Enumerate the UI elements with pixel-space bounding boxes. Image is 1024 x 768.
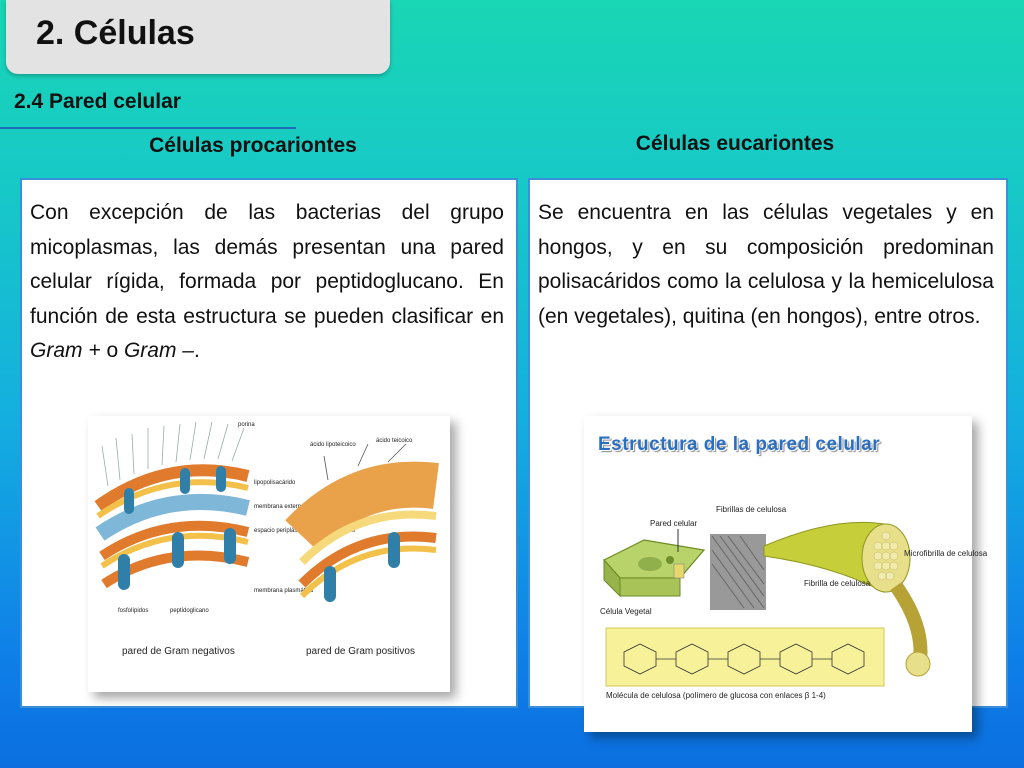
text-procariontes [30,196,504,369]
label-pared-celular: Pared celular [650,519,698,528]
gram-negative-term: Gram – [123,339,194,362]
label-microfibrilla: Microfibrilla de celulosa [904,549,988,558]
label-porina: porina [238,422,255,428]
label-acido-lipoteicoico: ácido lipoteicoico [310,442,356,448]
caption-gram-positivos: pared de Gram positivos [306,646,415,657]
gram-positive-diagram [302,438,436,657]
label-espacio-periplasmico: espacio periplásmico y peptidoglicano [254,528,356,534]
cellulose-figure-title: Estructura de la pared celular [598,434,881,455]
cellulose-molecule [606,628,884,686]
label-membrana-plasmatica: membrana plasmática [254,588,314,594]
gram-wall-figure [88,416,450,692]
text-procariontes-part2: o [100,339,124,362]
label-membrana-externa: membrana externa [254,504,305,510]
label-fibrilla: Fibrilla de celulosa [804,579,871,588]
panel-procariontes [20,178,518,708]
caption-gram-negativos: pared de Gram negativos [122,646,235,657]
title-box [6,0,390,74]
label-peptidoglicano: peptidoglicano [170,608,209,614]
cellulose-figure [584,416,988,732]
label-molecula-celulosa: Molécula de celulosa (polímero de glucosa con enlaces β 1-4) [606,691,826,700]
gram-wall-illustration [88,416,450,692]
text-eucariontes: Se encuentra en las células vegetales y en hongos, y en su composición predominan polisacáridos como la celulosa y la hemicelulosa (en vegetales), quitina (en hongos), entre otros. [538,201,994,328]
section-subtitle: 2.4 Pared celular [14,90,181,113]
subtitle-underline [0,127,296,129]
label-fibrillas: Fibrillas de celulosa [716,505,787,514]
gram-positive-term: Gram + [30,339,101,362]
label-fosfolipidos: fosfolípidos [118,608,149,614]
slide-title: 2. Células [36,14,195,52]
heading-procariontes: Células procariontes [149,134,357,157]
text-procariontes-end: . [193,339,200,362]
heading-eucariontes: Células eucariontes [635,132,835,155]
fibril-texture [710,534,766,610]
label-celula-vegetal: Célula Vegetal [600,607,652,616]
panel-eucariontes [528,178,1008,708]
plant-cell-diagram [600,540,704,616]
label-lipopolisacarido: lipopolisacárido [254,480,296,486]
label-acido-teicoico: ácido teicoico [376,438,413,444]
cellulose-illustration [584,416,988,732]
text-procariontes-part1: Con excepción de las bacterias del grupo micoplasmas, las demás presentan una pared celular rígida, formada por peptidoglucano. En función de esta estructura se pueden clasificar en [30,201,504,328]
